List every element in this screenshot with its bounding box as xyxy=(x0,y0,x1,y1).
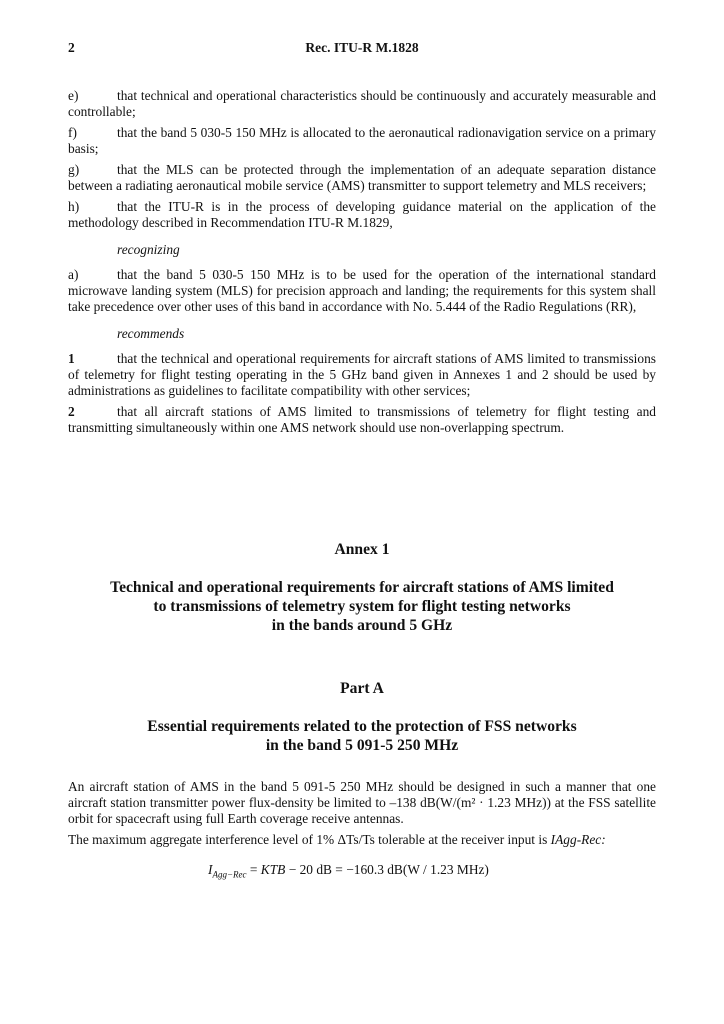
annex-title xyxy=(68,578,656,635)
header-title: Rec. ITU-R M.1828 xyxy=(305,40,419,55)
interference-formula: $I_{Agg-Rec}$ = KTB − 20 dB = −160.3 dB(W / 1.23 MHz) xyxy=(208,862,489,880)
recommends-item-2 xyxy=(68,404,656,436)
item-text: that the band 5 030-5 150 MHz is to be used for the operation of the international standard microwave landing system (MLS) for precision approach and landing; the requirements for this system shall take precedence over other uses of this band in accordance with No. 5.444 of the Radio Regulations (RR), xyxy=(68,267,656,314)
item-label: 1 xyxy=(68,351,75,366)
item-label: h) xyxy=(68,199,80,214)
recognizing-heading: recognizing xyxy=(117,242,180,257)
document-page xyxy=(68,40,656,878)
item-label: f) xyxy=(68,125,77,140)
recommends-heading: recommends xyxy=(117,326,185,341)
considering-item-e xyxy=(68,88,656,120)
part-heading: Part A xyxy=(340,680,384,697)
recognizing-item-a xyxy=(68,267,656,315)
considering-item-h xyxy=(68,199,656,231)
annex-title-line: to transmissions of telemetry system for flight testing networks xyxy=(153,598,571,615)
annex-title-line: in the bands around 5 GHz xyxy=(271,617,453,634)
annex-title-line: Technical and operational requirements for aircraft stations of AMS limited xyxy=(110,579,614,596)
paragraph-text: The maximum aggregate interference level of 1% ΔTs/Ts tolerable at the receiver input is xyxy=(68,832,548,847)
recommends-item-1 xyxy=(68,351,656,399)
formula-lhs: I xyxy=(208,862,213,877)
item-label: g) xyxy=(68,162,80,177)
item-text: that technical and operational characteristics should be continuously and accurately measurable and controllable; xyxy=(68,88,656,119)
part-title-line: Essential requirements related to the protection of FSS networks xyxy=(147,718,577,735)
item-text: that the MLS can be protected through the implementation of an adequate separation distance between a radiating aeronautical mobile service (AMS) transmitter to support telemetry and MLS receivers; xyxy=(68,162,656,193)
item-text: that all aircraft stations of AMS limited to transmissions of telemetry for flight testing and transmitting simultaneously within one AMS network should use non-overlapping spectrum. xyxy=(68,404,656,435)
part-title xyxy=(68,717,656,755)
formula-lhs-subscript: Agg−Rec xyxy=(212,869,247,880)
formula-rest: − 20 dB = −160.3 dB(W / 1.23 MHz) xyxy=(285,862,489,877)
item-label: e) xyxy=(68,88,79,103)
item-text: that the technical and operational requirements for aircraft stations of AMS limited to transmissions of telemetry for flight testing operating in the 5 GHz band given in Annexes 1 and 2 should be used by administrations as guidelines to facilitate compatibility with other services; xyxy=(68,351,656,398)
body-paragraph-1: An aircraft station of AMS in the band 5 091-5 250 MHz should be designed in such a manner that one aircraft station transmitter power flux-density be limited to –138 dB(W/(m² · 1.23 MHz)) at the FSS satellite orbit for spacecraft using full Earth coverage receive antennas. xyxy=(68,779,656,826)
page-header xyxy=(68,40,656,60)
page-number: 2 xyxy=(68,40,75,55)
item-label: 2 xyxy=(68,404,75,419)
considering-item-g xyxy=(68,162,656,194)
considering-item-f xyxy=(68,125,656,157)
item-label: a) xyxy=(68,267,79,282)
item-text: that the ITU-R is in the process of developing guidance material on the application of the methodology described in Recommendation ITU-R M.1829, xyxy=(68,199,656,230)
annex-heading: Annex 1 xyxy=(334,541,390,558)
body-paragraph-2 xyxy=(68,832,656,848)
part-title-line: in the band 5 091-5 250 MHz xyxy=(265,737,459,754)
item-text: that the band 5 030-5 150 MHz is allocated to the aeronautical radionavigation service on a primary basis; xyxy=(68,125,656,156)
interference-symbol: IAgg-Rec: xyxy=(550,832,606,847)
formula-variable: KTB xyxy=(260,862,286,877)
